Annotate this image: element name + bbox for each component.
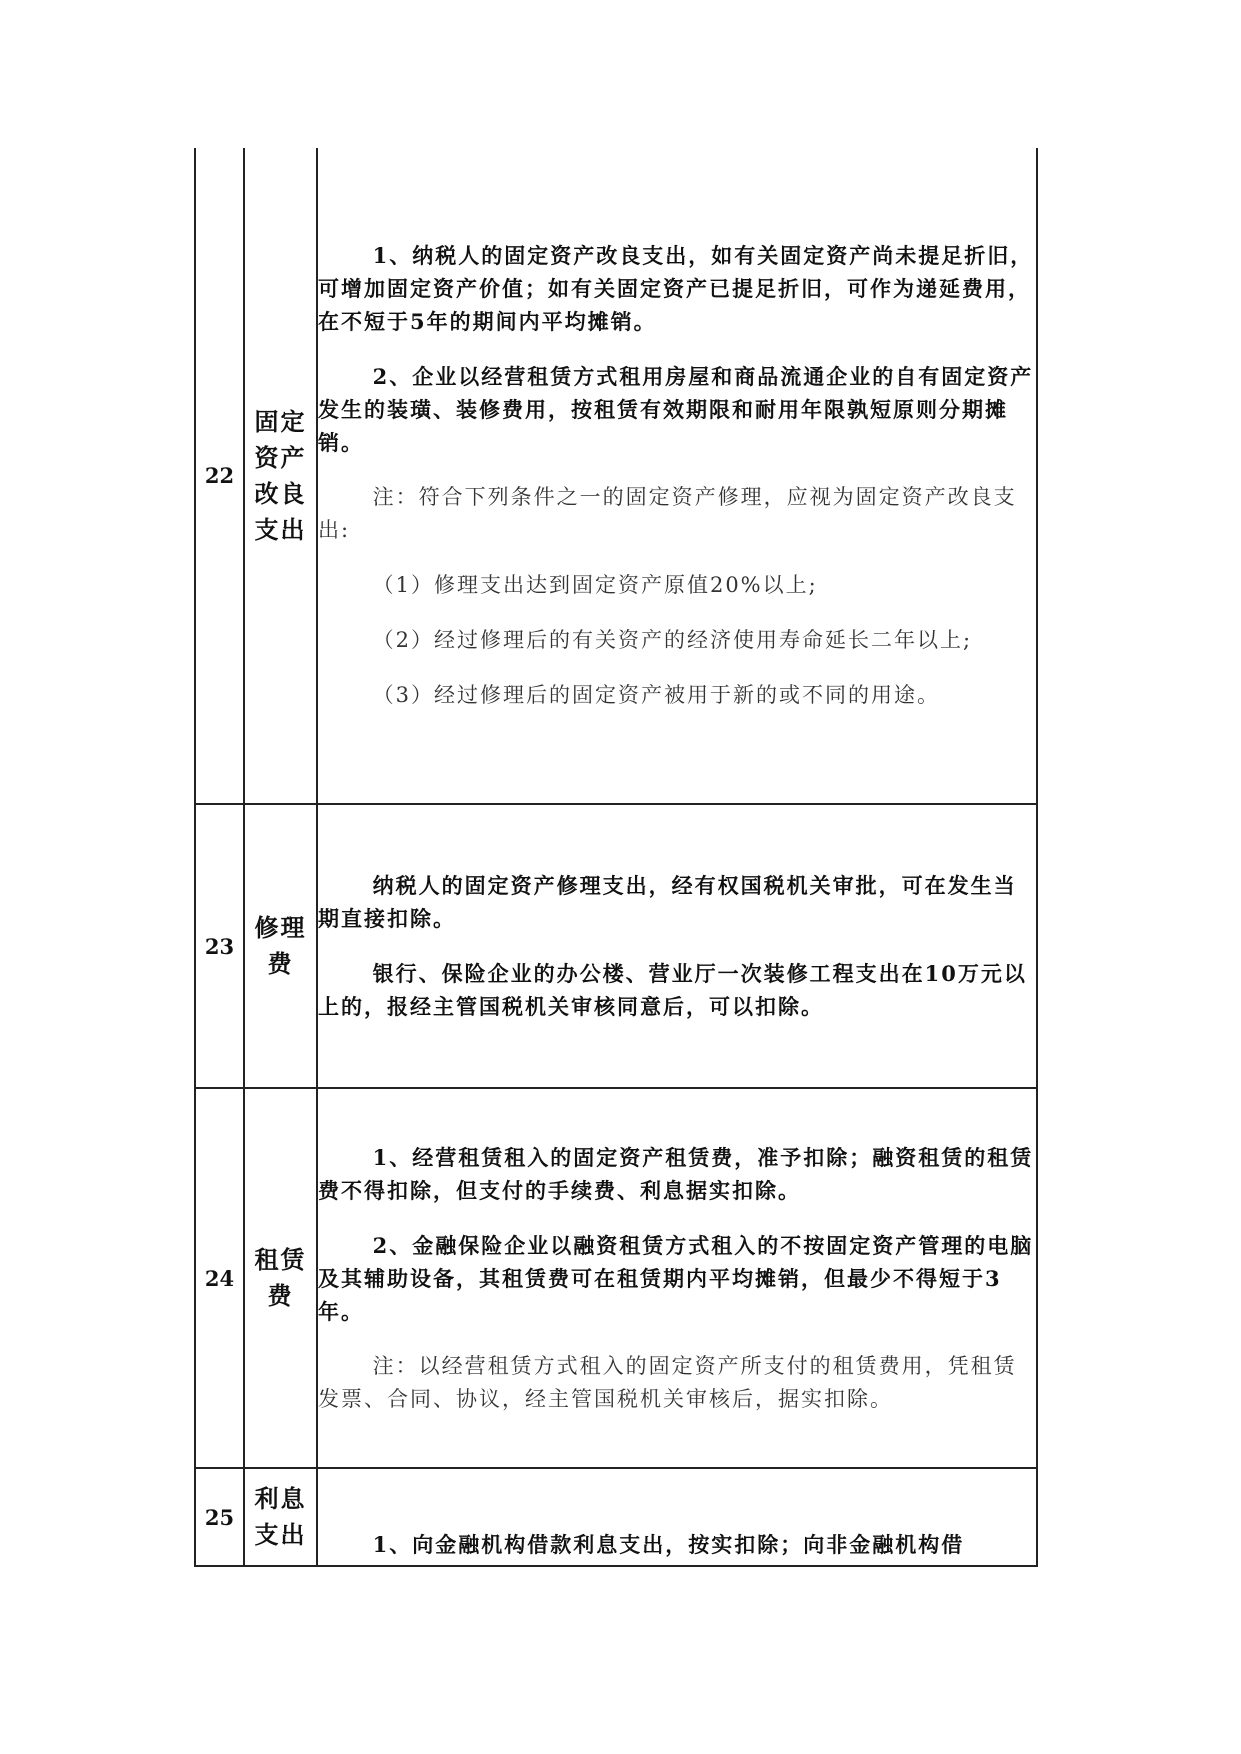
item-name-line: 固定	[254, 406, 307, 436]
table-row	[195, 148, 1037, 804]
rule-paragraph: 2、金融保险企业以融资租赁方式租入的不按固定资产管理的电脑及其辅助设备，其租赁费可在租赁期内平均摊销，但最少不得短于3年。	[318, 1232, 1034, 1324]
row-number: 24	[195, 1088, 244, 1468]
row-number: 22	[195, 148, 244, 804]
rule-paragraph: 2、企业以经营租赁方式租用房屋和商品流通企业的自有固定资产发生的装璜、装修费用，按租赁有效期限和耐用年限孰短原则分期摊销。	[318, 364, 1034, 455]
rule-paragraph: 1、纳税人的固定资产改良支出，如有关固定资产尚未提足折旧，可增加固定资产价值；如有关固定资产已提足折旧，可作为递延费用，在不短于5年的期间内平均摊销。	[318, 243, 1034, 334]
row-number: 25	[195, 1468, 244, 1566]
item-name-line: 费	[267, 949, 294, 978]
note-paragraph: （2）经过修理后的有关资产的经济使用寿命延长二年以上;	[372, 628, 973, 652]
note-paragraph: （1）修理支出达到固定资产原值20%以上;	[372, 573, 818, 597]
item-name-line: 利息	[254, 1484, 307, 1513]
rule-paragraph: 银行、保险企业的办公楼、营业厅一次装修工程支出在10万元以上的，报经主管国税机关审核同意后，可以扣除。	[318, 961, 1027, 1019]
item-name-line: 租赁	[254, 1245, 307, 1274]
item-name-line: 支出	[254, 1520, 307, 1549]
note-paragraph: 注：符合下列条件之一的固定资产修理，应视为固定资产改良支出:	[318, 485, 1017, 542]
note-paragraph: （3）经过修理后的固定资产被用于新的或不同的用途。	[372, 683, 940, 707]
rule-content	[317, 1468, 1037, 1566]
item-name-line: 修理	[254, 913, 307, 942]
item-name-line: 资产	[254, 442, 307, 472]
item-name-line: 支出	[254, 514, 307, 544]
item-name	[244, 804, 317, 1088]
rule-paragraph: 1、经营租赁租入的固定资产租赁费，准予扣除；融资租赁的租赁费不得扣除，但支付的手续费、利息据实扣除。	[318, 1144, 1034, 1203]
rule-content	[317, 804, 1037, 1088]
rule-content	[317, 148, 1037, 804]
table-row	[195, 1088, 1037, 1468]
table-row	[195, 1468, 1037, 1566]
table-row	[195, 804, 1037, 1088]
note-paragraph: 注：以经营租赁方式租入的固定资产所支付的租赁费用，凭租赁发票、合同、协议，经主管国税机关审核后，据实扣除。	[318, 1353, 1017, 1411]
row-number: 23	[195, 804, 244, 1088]
item-name	[244, 1468, 317, 1566]
rule-paragraph: 纳税人的固定资产修理支出，经有权国税机关审批，可在发生当期直接扣除。	[318, 873, 1017, 931]
deduction-rules-table	[194, 148, 1038, 1567]
item-name	[244, 148, 317, 804]
rule-paragraph: 1、向金融机构借款利息支出，按实扣除；向非金融机构借	[372, 1532, 965, 1557]
item-name-line: 费	[267, 1281, 294, 1310]
rule-content	[317, 1088, 1037, 1468]
item-name	[244, 1088, 317, 1468]
item-name-line: 改良	[254, 478, 307, 508]
